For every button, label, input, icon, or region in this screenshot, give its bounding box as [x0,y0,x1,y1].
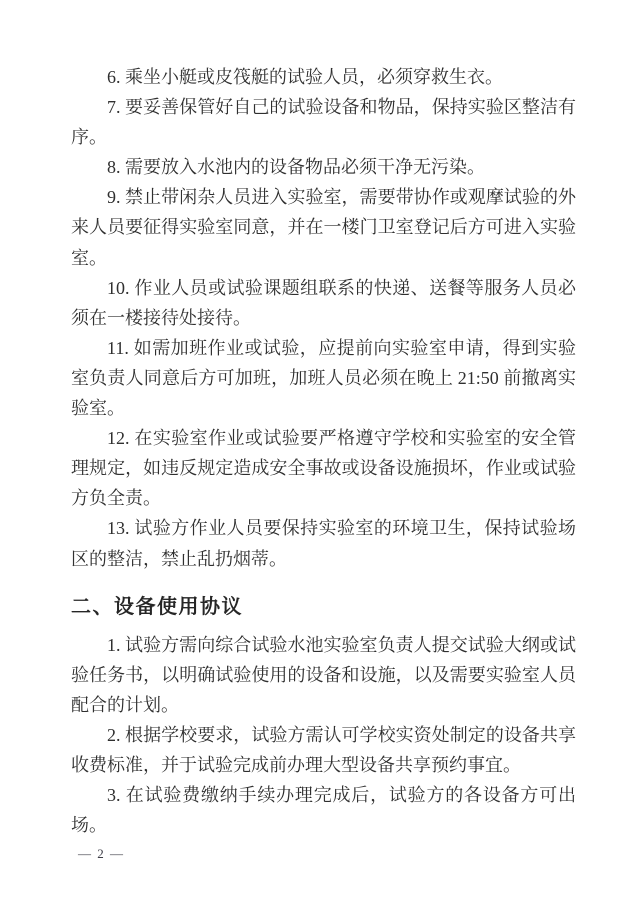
rule-paragraph-7: 7. 要妥善保管好自己的试验设备和物品，保持实验区整洁有序。 [71,97,576,148]
document-body [71,62,576,840]
agreement-paragraph-3: 3. 在试验费缴纳手续办理完成后，试验方的各设备方可出场。 [71,785,576,836]
rule-paragraph-12: 12. 在实验室作业或试验要严格遵守学校和实验室的安全管理规定，如违反规定造成安全事故或设备设施损坏，作业或试验方负全责。 [71,428,576,509]
section-heading-equipment-agreement: 二、设备使用协议 [71,595,243,618]
agreement-paragraph-2: 2. 根据学校要求，试验方需认可学校实资处制定的设备共享收费标准，并于试验完成前办理大型设备共享预约事宜。 [71,724,576,775]
rule-paragraph-8: 8. 需要放入水池内的设备物品必须干净无污染。 [107,157,485,178]
rule-paragraph-11: 11. 如需加班作业或试验，应提前向实验室申请，得到实验室负责人同意后方可加班，加班人员必须在晚上 21:50 前撤离实验室。 [71,337,576,419]
rule-paragraph-10: 10. 作业人员或试验课题组联系的快递、送餐等服务人员必须在一楼接待处接待。 [71,277,576,328]
rule-paragraph-13: 13. 试验方作业人员要保持实验室的环境卫生，保持试验场区的整洁，禁止乱扔烟蒂。 [71,518,576,569]
page-number: — 2 — [78,846,125,861]
agreement-paragraph-1: 1. 试验方需向综合试验水池实验室负责人提交试验大纲或试验任务书，以明确试验使用的设备和设施，以及需要实验室人员配合的计划。 [71,634,576,715]
rule-paragraph-9: 9. 禁止带闲杂人员进入实验室，需要带协作或观摩试验的外来人员要征得实验室同意，并在一楼门卫室登记后方可进入实验室。 [71,187,576,268]
rule-paragraph-6: 6. 乘坐小艇或皮筏艇的试验人员，必须穿救生衣。 [107,67,503,87]
